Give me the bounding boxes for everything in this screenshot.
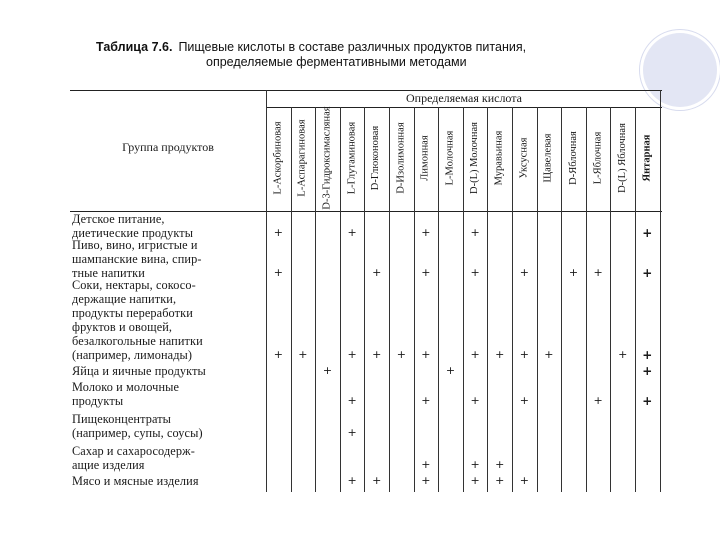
product-group-cell: Сахар и сахаросодерж- ащие изделия [72, 444, 195, 472]
presence-mark: + [298, 348, 308, 361]
acid-column-label-text: L-Аспарагиновая [296, 119, 308, 197]
presence-mark: + [642, 226, 653, 240]
product-group-cell: Молоко и молочные продукты [72, 380, 180, 408]
column-divider [463, 107, 464, 492]
acid-column-label [637, 107, 657, 209]
acid-column-label-text: L-Молочная [444, 130, 456, 186]
presence-mark: + [642, 348, 653, 362]
presence-mark: + [519, 266, 529, 279]
presence-mark: + [347, 426, 357, 439]
presence-mark: + [568, 266, 579, 279]
acid-column-label [293, 107, 313, 209]
presence-mark: + [273, 226, 283, 239]
product-group-cell: Соки, нектары, сокосо- держащие напитки, продукты переработки фруктов и овощей, безалкогольные напитки (например, лимонады) [72, 278, 203, 362]
column-divider [512, 107, 513, 492]
acid-column-label-text: D-(L) Яблочная [616, 123, 628, 193]
presence-mark: + [347, 394, 357, 407]
acid-column-label [539, 107, 559, 209]
presence-mark: + [593, 394, 603, 407]
column-divider [389, 107, 390, 492]
acid-column-label-text: Лимонная [419, 135, 431, 181]
column-divider [340, 107, 341, 492]
table-title [96, 40, 656, 70]
presence-mark: + [519, 348, 529, 361]
table-title-line-2: определяемые ферментативными методами [206, 55, 467, 69]
presence-mark: + [421, 266, 431, 279]
presence-mark: + [519, 474, 529, 487]
presence-mark: + [470, 474, 480, 487]
column-divider [487, 107, 488, 492]
acid-column-label [416, 107, 436, 209]
presence-mark: + [470, 226, 480, 239]
acid-column-label-text: L-Глутаминовая [346, 121, 358, 195]
acid-column-label [490, 107, 510, 209]
presence-mark: + [347, 474, 357, 487]
acid-column-label-text: Уксусная [518, 137, 530, 179]
product-group-cell: Мясо и мясные изделия [72, 474, 199, 488]
column-divider [610, 107, 611, 492]
acid-column-label [514, 107, 534, 209]
presence-mark: + [495, 348, 505, 361]
column-divider [561, 107, 562, 492]
acid-column-label-text: D-Яблочная [567, 131, 579, 185]
presence-mark: + [273, 348, 283, 361]
acid-column-label [564, 107, 584, 209]
column-divider [414, 107, 415, 492]
product-group-cell: Пиво, вино, игристые и шампанские вина, спир- тные напитки [72, 238, 202, 280]
presence-mark: + [372, 348, 382, 361]
product-group-cell: Детское питание, диетические продукты [72, 212, 194, 240]
presence-mark: + [642, 364, 653, 378]
acid-column-label [613, 107, 633, 209]
acid-column-label-text: L-Яблочная [592, 131, 604, 185]
presence-mark: + [495, 458, 505, 471]
presence-mark: + [421, 394, 431, 407]
acid-column-label-text: D-Глюконовая [370, 125, 382, 191]
acid-column-label [465, 107, 485, 209]
acid-column-label [318, 107, 338, 209]
table-number: Таблица 7.6. [96, 40, 173, 54]
presence-mark: + [470, 458, 480, 471]
column-divider [660, 90, 661, 492]
acid-column-label [588, 107, 608, 209]
product-group-cell: Пищеконцентраты (например, супы, соусы) [72, 412, 203, 440]
acid-column-label [367, 107, 387, 209]
presence-mark: + [322, 364, 333, 377]
column-divider [586, 107, 587, 492]
column-divider [537, 107, 538, 492]
acid-column-label-text: Янтарная [641, 134, 653, 182]
acid-column-header: Определяемая кислота [405, 91, 522, 105]
presence-mark: + [495, 474, 505, 487]
presence-mark: + [347, 348, 357, 361]
presence-mark: + [421, 458, 431, 471]
acid-column-label [441, 107, 461, 209]
presence-mark: + [347, 226, 357, 239]
acid-column-label-text: D-(L) Молочная [469, 122, 481, 194]
acid-column-label-text: L-Аскорбиновая [272, 121, 284, 195]
acid-column-label-text: Муравьиная [493, 130, 505, 186]
presence-mark: + [445, 364, 456, 377]
column-divider [315, 107, 316, 492]
acid-column-label-text: Щавелевая [542, 133, 554, 183]
acid-column-label-text: D-3-Гидроксимасляная [321, 106, 333, 210]
presence-mark: + [593, 266, 603, 279]
presence-mark: + [470, 394, 480, 407]
presence-mark: + [421, 474, 431, 487]
acid-column-label [268, 107, 288, 209]
presence-mark: + [642, 394, 653, 408]
presence-mark: + [544, 348, 554, 361]
column-divider [291, 107, 292, 492]
acid-column-label [391, 107, 411, 209]
column-divider [364, 107, 365, 492]
presence-mark: + [470, 348, 480, 361]
presence-mark: + [372, 474, 382, 487]
column-divider [266, 90, 267, 492]
column-divider [635, 107, 636, 492]
presence-mark: + [396, 348, 406, 361]
presence-mark: + [421, 348, 431, 361]
table-title-line-1: Пищевые кислоты в составе различных продуктов питания, [178, 40, 527, 54]
column-divider [438, 107, 439, 492]
presence-mark: + [273, 266, 283, 279]
presence-mark: + [421, 226, 431, 239]
group-column-header: Группа продуктов [122, 140, 214, 154]
product-group-cell: Яйца и яичные продукты [72, 364, 206, 378]
presence-mark: + [470, 266, 480, 279]
acid-column-label-text: D-Изолимонная [395, 122, 407, 194]
acids-table [70, 90, 662, 492]
presence-mark: + [618, 348, 628, 361]
presence-mark: + [519, 394, 529, 407]
presence-mark: + [372, 266, 382, 279]
acid-column-label [342, 107, 362, 209]
presence-mark: + [642, 266, 653, 280]
